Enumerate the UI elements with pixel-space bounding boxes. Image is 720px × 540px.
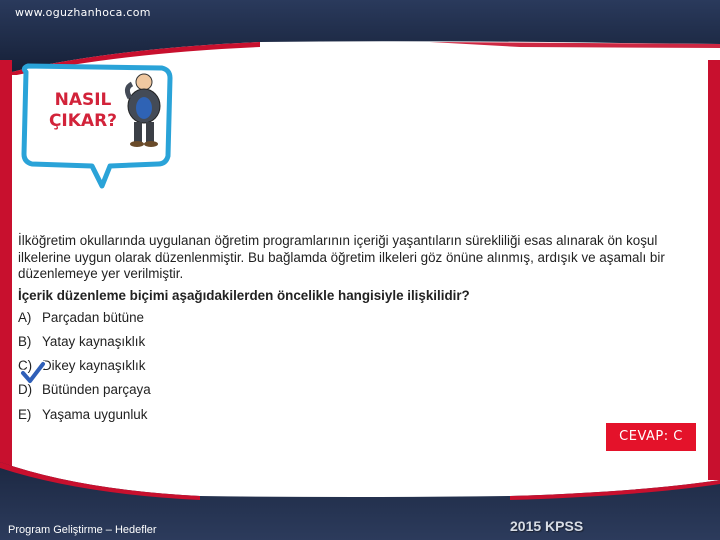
bubble-line-1: NASIL bbox=[54, 90, 112, 110]
footer-exam-label: 2015 KPSS bbox=[510, 518, 584, 534]
option-letter: B) bbox=[18, 333, 32, 349]
option-text: Yaşama uygunluk bbox=[42, 406, 148, 422]
thinking-man-illustration bbox=[120, 70, 164, 148]
option-text: Yatay kaynaşıklık bbox=[42, 333, 146, 349]
bubble-text bbox=[38, 90, 128, 132]
right-border bbox=[708, 60, 720, 480]
option-a[interactable] bbox=[18, 306, 700, 330]
option-letter: E) bbox=[18, 406, 32, 422]
option-text: Parçadan bütüne bbox=[42, 309, 144, 325]
question-intro: İlköğretim okullarında uygulanan öğretim programlarının içeriği yaşantıların sürekliliği esas alınarak ön koşul ilkelerine uygun olarak düzenlenmiştir. Bu bağlamda öğretim ilkeleri göz önüne alınmış, ardışık ve aşamalı bir düzenlemeye yer verilmiştir. bbox=[18, 233, 665, 281]
option-b[interactable] bbox=[18, 330, 700, 354]
option-c[interactable] bbox=[18, 354, 700, 378]
left-border bbox=[0, 60, 12, 480]
option-d[interactable] bbox=[18, 378, 700, 402]
option-e[interactable] bbox=[18, 403, 700, 427]
question-panel bbox=[18, 233, 700, 427]
footer-topic: Program Geliştirme – Hedefler bbox=[8, 524, 157, 536]
option-letter: D) bbox=[18, 382, 33, 398]
option-letter: A) bbox=[18, 309, 32, 325]
option-text: Dikey kaynaşıklık bbox=[42, 358, 146, 374]
site-url[interactable]: www.oguzhanhoca.com bbox=[15, 6, 151, 19]
question-prompt: İçerik düzenleme biçimi aşağıdakilerden öncelikle hangisiyle ilişkilidir? bbox=[18, 287, 470, 303]
checkmark-icon bbox=[20, 361, 46, 385]
options-list bbox=[18, 306, 700, 427]
speech-bubble bbox=[14, 62, 174, 192]
option-text: Bütünden parçaya bbox=[42, 382, 151, 398]
answer-badge: CEVAP: C bbox=[606, 423, 696, 451]
bubble-line-2: ÇIKAR? bbox=[48, 111, 118, 131]
option-letter: C) bbox=[18, 358, 33, 374]
